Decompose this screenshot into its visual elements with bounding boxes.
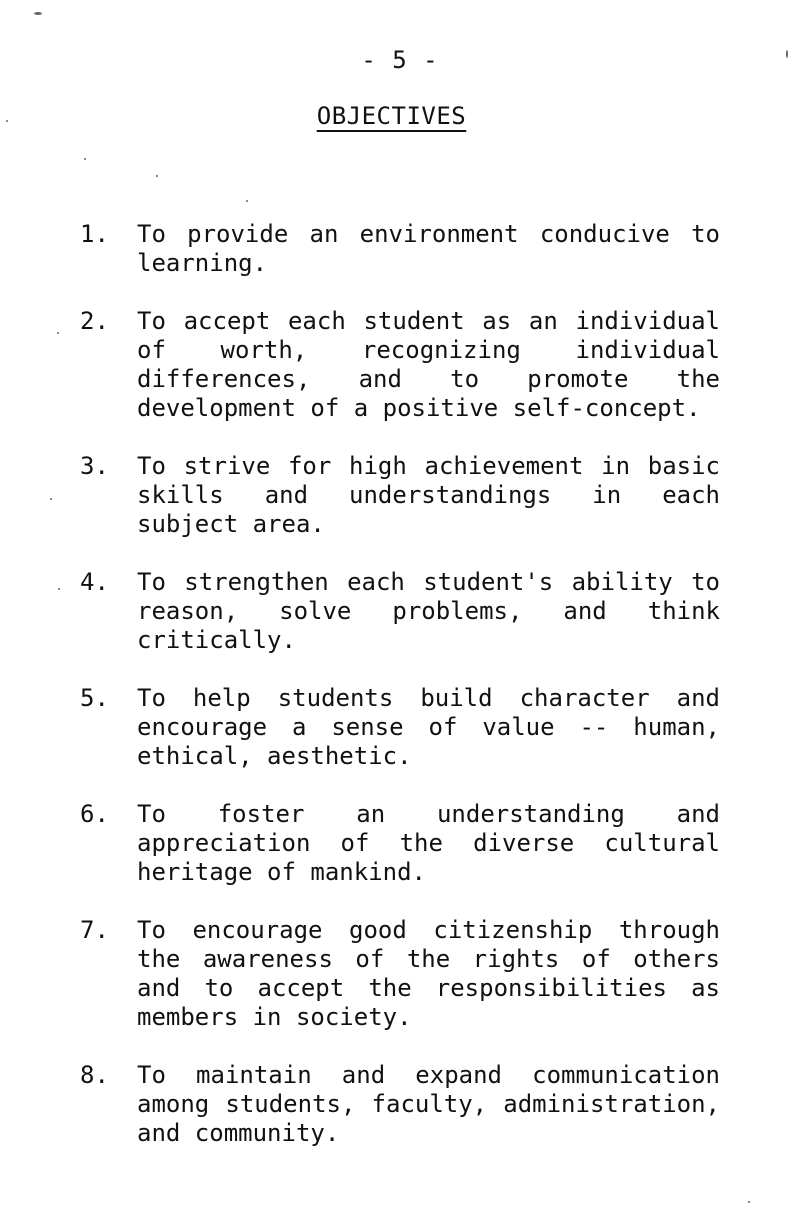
scan-speck [50, 498, 52, 500]
objective-text: To strive for high achievement in basic skills and understandings in each subject area. [137, 452, 720, 538]
objective-number: 5. [80, 684, 109, 712]
scan-speck [6, 120, 8, 122]
scan-speck [748, 1201, 750, 1203]
objective-text: To strengthen each student's ability to reason, solve problems, and think critically. [137, 568, 720, 654]
objective-number: 7. [80, 916, 109, 944]
scan-speck [156, 175, 158, 177]
scan-speck [84, 158, 86, 160]
page-number: - 5 - [361, 46, 439, 74]
scan-speck [786, 50, 788, 58]
scan-speck [58, 588, 60, 590]
objective-number: 6. [80, 800, 109, 828]
objective-item-4 [80, 568, 730, 655]
objective-text: To help students build character and encourage a sense of value -- human, ethical, aesthetic. [137, 684, 720, 770]
objective-text: To maintain and expand communication among students, faculty, administration, and community. [137, 1061, 720, 1147]
scan-speck [34, 12, 42, 15]
objective-number: 4. [80, 568, 109, 596]
objective-text: To foster an understanding and appreciation of the diverse cultural heritage of mankind. [137, 800, 720, 886]
page-title-text: OBJECTIVES [316, 102, 467, 130]
objective-number: 8. [80, 1061, 109, 1089]
objective-item-7 [80, 916, 730, 1032]
scan-speck [246, 200, 248, 202]
objective-item-2 [80, 307, 730, 423]
scan-speck [57, 332, 59, 334]
objective-number: 2. [80, 307, 109, 335]
objective-item-3 [80, 452, 730, 539]
objective-text: To encourage good citizenship through the awareness of the rights of others and to accept the responsibilities as members in society. [137, 916, 720, 1031]
objective-number: 1. [80, 220, 109, 248]
objective-item-1 [80, 220, 730, 278]
objective-item-6 [80, 800, 730, 887]
objective-item-5 [80, 684, 730, 771]
page-title [0, 102, 783, 130]
objectives-list [80, 220, 730, 1177]
objective-text: To provide an environment conducive to learning. [137, 220, 720, 277]
objective-item-8 [80, 1061, 730, 1148]
objective-text: To accept each student as an individual of worth, recognizing individual differences, and to promote the development of a positive self-concept. [137, 307, 720, 422]
objective-number: 3. [80, 452, 109, 480]
